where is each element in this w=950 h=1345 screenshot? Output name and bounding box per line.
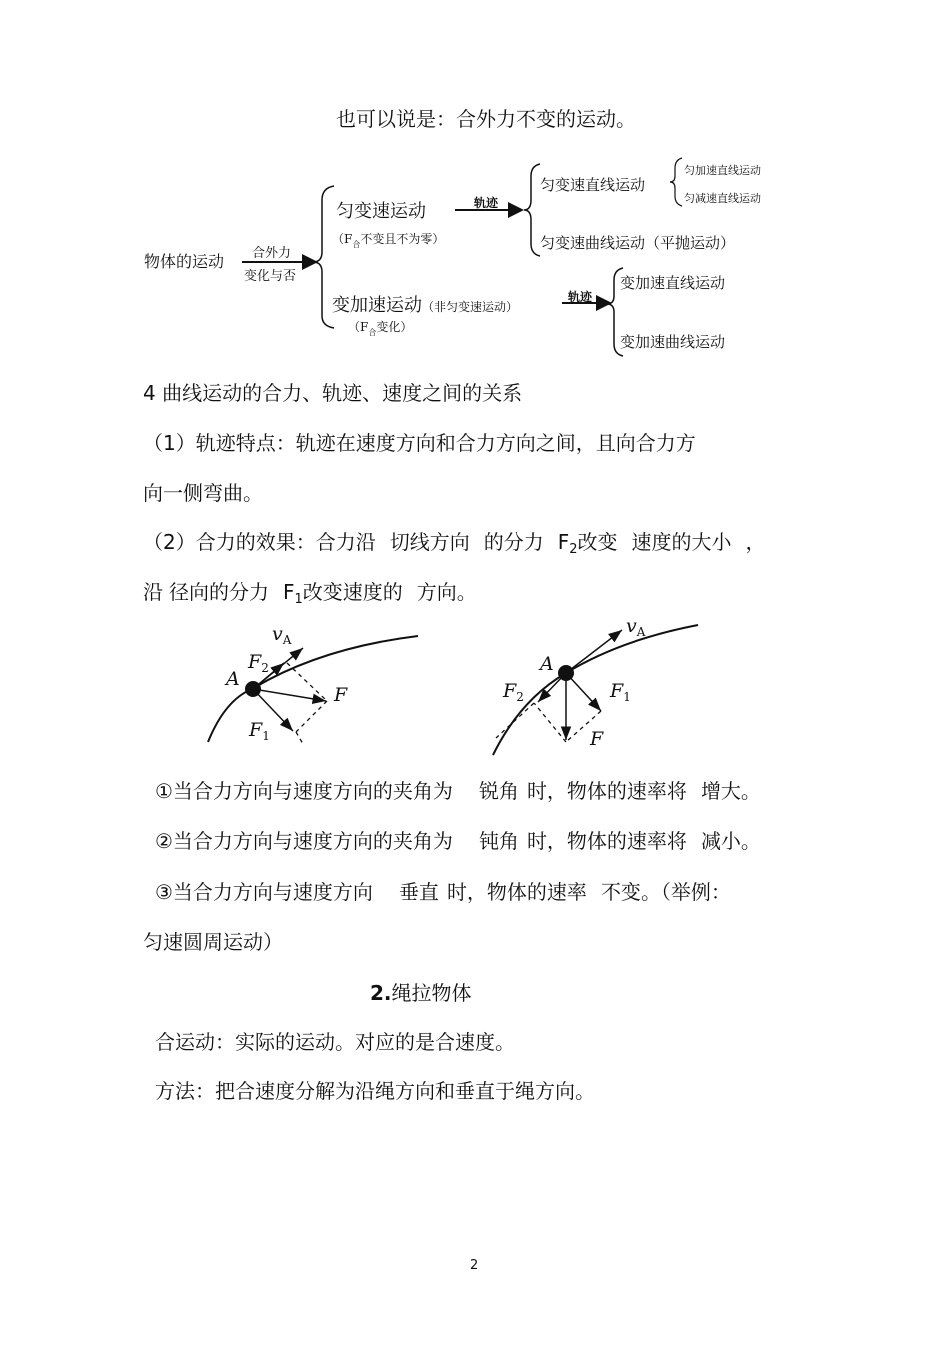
- c1-c: 时，物体的速率将: [526, 779, 687, 803]
- tree-root-arrow-top: 合外力: [252, 246, 292, 261]
- f-vector: [253, 689, 326, 701]
- c3-b: 垂直: [398, 880, 439, 904]
- label-v-left: $v_A$: [272, 623, 292, 647]
- c2-b: 钝角: [478, 829, 519, 853]
- c3-c: 时，物体的速率: [446, 880, 587, 904]
- c3-d: 不变: [600, 880, 641, 904]
- p3-f: F: [283, 580, 295, 604]
- p2-b: 切线方向: [389, 530, 470, 554]
- c3-e: 。（举例：: [640, 880, 731, 904]
- tree-uniform-line: 匀变速直线运动: [540, 176, 646, 194]
- p3-end: 。: [456, 580, 477, 604]
- cond-post: 不变且不为零）: [360, 232, 445, 246]
- p2-e: 速度的大小: [631, 530, 732, 554]
- tree-variable-curve: 变加速曲线运动: [620, 333, 726, 351]
- diagram-obtuse: [493, 615, 698, 755]
- p3-a: 沿: [143, 580, 163, 604]
- velocity-vector-right: [566, 630, 622, 673]
- case-2: [155, 828, 761, 854]
- c2-d: 减小。: [700, 829, 761, 853]
- section2-line1: 合运动：实际的运动。对应的是合速度。: [155, 1030, 515, 1054]
- p3-d: 方向: [416, 580, 457, 604]
- section2-heading: [370, 980, 472, 1006]
- label-F2-right: $F_2$: [503, 680, 524, 704]
- tree-uniform-arrow-label: 轨迹: [474, 196, 499, 210]
- dashed-r3: [496, 703, 534, 738]
- tree-variable-arrow-label: 轨迹: [568, 290, 593, 304]
- tree-uniform-line-acc: 匀加速直线运动: [684, 164, 761, 177]
- section4-heading: 4 曲线运动的合力、轨迹、速度之间的关系: [143, 381, 523, 405]
- p2-a: （2）合力的效果：合力沿: [143, 530, 376, 554]
- case-3-line2: 匀速圆周运动）: [143, 930, 283, 954]
- c1-d: 增大。: [700, 779, 761, 803]
- p3-f-sub: 1: [294, 592, 303, 607]
- p2-f: F: [557, 530, 570, 554]
- p2-f-sub: 2: [569, 542, 578, 557]
- vcond-sub: 合: [368, 328, 377, 337]
- tree-uniform: 匀变速运动: [336, 201, 426, 222]
- tree-uniform-line-dec: 匀减速直线运动: [684, 192, 761, 205]
- label-F1-left: $F_1$: [249, 719, 270, 743]
- label-A-right: A: [540, 653, 554, 675]
- p2-c: 的分力: [483, 530, 544, 554]
- dashed-r2: [534, 703, 566, 742]
- case-3: [155, 879, 731, 905]
- vcond-post: 变化）: [376, 320, 413, 334]
- tree-root-arrow-bottom: 变化与否: [244, 269, 297, 284]
- tree-uniform-curve: 匀变速曲线运动（平抛运动）: [540, 234, 736, 252]
- diagram-acute: [208, 623, 418, 744]
- case-1: [155, 778, 761, 804]
- variable-note: （非匀变速运动）: [422, 300, 519, 314]
- section4-p1-line1: （1）轨迹特点：轨迹在速度方向和合力方向之间，且向合力方: [143, 431, 696, 455]
- p3-b: 径向的分力: [169, 580, 269, 604]
- c2-c: 时，物体的速率将: [526, 829, 687, 853]
- variable-label: 变加速运动: [332, 295, 422, 316]
- p3-c: 改变速度的: [302, 580, 403, 604]
- cond-pre: （F: [332, 232, 353, 246]
- p2-end: ，: [745, 530, 766, 554]
- dashed-3: [296, 732, 303, 744]
- f1-vector-right: [566, 673, 601, 711]
- c2-a: ②当合力方向与速度方向的夹角为: [155, 829, 453, 853]
- label-F-right: F: [590, 728, 604, 750]
- section2-heading-text: 绳拉物体: [391, 981, 472, 1005]
- tree-root: 物体的运动: [144, 252, 225, 271]
- page-number: 2: [470, 1258, 479, 1273]
- c1-b: 锐角: [478, 779, 519, 803]
- cond-sub: 合: [352, 240, 361, 249]
- label-F2-left: $F_2$: [248, 651, 269, 675]
- dashed-2: [296, 701, 327, 732]
- c1-a: ①当合力方向与速度方向的夹角为: [155, 779, 453, 803]
- label-F1-right: $F_1$: [610, 680, 631, 704]
- label-F-left: F: [334, 684, 348, 706]
- section2-line2: 方法：把合速度分解为沿绳方向和垂直于绳方向。: [155, 1079, 595, 1103]
- vcond-pre: （F: [348, 320, 369, 334]
- f2-vector-right: [538, 673, 566, 702]
- intro-line: 也可以说是：合外力不变的运动。: [336, 107, 636, 131]
- section4-p1-line2: 向一侧弯曲。: [143, 481, 263, 505]
- section2-heading-num: 2.: [370, 981, 392, 1005]
- p2-d: 改变: [577, 530, 618, 554]
- tree-variable-line: 变加速直线运动: [620, 274, 726, 292]
- c3-a: ③当合力方向与速度方向: [155, 880, 373, 904]
- label-v-right: $v_A$: [626, 615, 646, 639]
- label-A-left: A: [226, 668, 240, 690]
